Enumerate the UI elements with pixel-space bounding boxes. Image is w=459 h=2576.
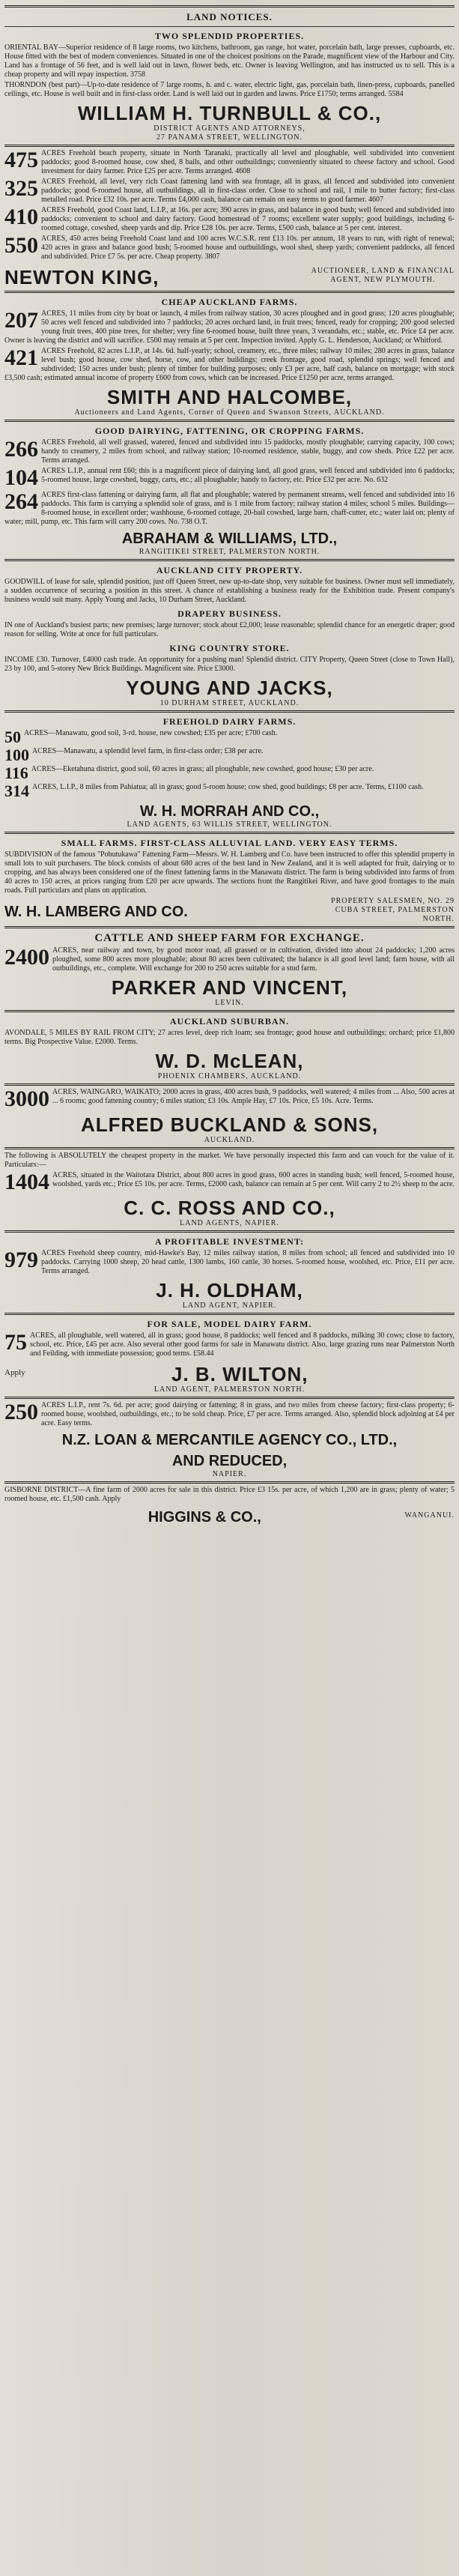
- firm-smith: SMITH AND HALCOMBE,: [106, 386, 353, 408]
- ad-small-farms: SUBDIVISION of the famous "Pohutukawa" Fattening Farm—Messrs. W. H. Lamberg and Co. have been instructed to offer this splendid property in small lots to suit purchasers. The block consists of about 680 acres of the best land in New Zealand, and it is well adapted for fruit, dairying or to cropping, and has always been considered one of the finest fattening farms in the Manawatu district. The farm is being subdivided into farms of from 40 acres to 150 acres, at prices ranging from £20 per acre upwards. The sections front the Rangitikei River, and have good frontages to the main roads. Full particulars and plans on application.: [4, 850, 455, 895]
- acreage: 116: [4, 764, 28, 782]
- ad-taranaki-550: [4, 235, 455, 261]
- ad-text: ACRES Freehold beach property, situate in North Taranaki, practically all level and ploughable, well subdivided into convenient paddocks; good 8-roomed house, cow shed, 8 bails, and other outbuildings; conveniently situated to cheese factory and school. Good investment for dairy farmer. Price £25 per acre. Terms arranged.: [41, 149, 455, 175]
- rule: [4, 420, 455, 422]
- subheading: A PROFITABLE INVESTMENT:: [155, 1236, 304, 1247]
- firm-sub: LAND AGENTS, NAPIER.: [180, 1219, 279, 1227]
- ad-text: ACRES first-class fattening or dairying farm, all flat and ploughable; watered by permanent streams, well fenced and subdivided into 16 paddocks. This farm is carrying a splendid sole of grass, and is 1 mile from factory; railway station 4 miles; school 5 miles. Buildings—8-roomed house, in excellent order; washhouse, 6-roomed cottage, 20-bail cowshed, large barn, chaff-cutter, etc.; water laid on; plenty of water; mill, pump, etc. This farm will carry 200 cows.: [4, 491, 455, 526]
- firm-wilton-row: [4, 1360, 455, 1385]
- ad-hawkes: [4, 1249, 455, 1276]
- acreage: 1404: [4, 1170, 49, 1194]
- subheading: GOOD DAIRYING, FATTENING, OR CROPPING FARMS.: [94, 426, 365, 436]
- acreage: 75: [4, 1330, 27, 1355]
- ad-taranaki-325: [4, 178, 455, 205]
- firm-sub: Auctioneers and Land Agents, Corner of Queen and Swanson Streets, AUCKLAND.: [74, 408, 385, 417]
- ad-ref: No. 632: [363, 476, 389, 484]
- firm-sub: NAPIER.: [212, 1470, 247, 1478]
- ad-king: INCOME £30. Turnover, £4000 cash trade. An opportunity for a pushing man! Splendid district. CITY Property, Queen Street (close to Town Hall), 23 by 100, and 5-storey New Brick Buildings. Magnificent site. Price £3000.: [4, 656, 455, 673]
- subheading: AUCKLAND CITY PROPERTY.: [156, 565, 303, 575]
- rule: [4, 832, 455, 834]
- ad-thorndon: [4, 81, 455, 99]
- ad-text: ACRES, situated in the Waitotara District, about 800 acres in good grass, 600 acres in standing bush; well fenced, 5-roomed house, woolshed, yards etc.; Price £5 10s. per acre. Terms, £2000 cash, balance can remain at 5 per cent. Will carry 2 to 2½ sheep to the acre.: [52, 1171, 455, 1188]
- acreage: 266: [4, 437, 38, 462]
- firm-sub: 27 PANAMA STREET, WELLINGTON.: [156, 133, 303, 142]
- ad-akl-207: [4, 309, 455, 345]
- rule: [4, 1083, 455, 1086]
- firm-morrah: W. H. MORRAH AND CO.,: [139, 803, 320, 820]
- firm-sub: LAND AGENTS, 63 WILLIS STREET, WELLINGTON.: [127, 820, 332, 829]
- acreage: 314: [4, 781, 29, 800]
- ad-text: ACRES, WAINGARO, WAIKATO; 2000 acres in grass, 400 acres bush, 9 paddocks, well watered; 4 miles from ... Also, 500 acres at ... 6 rooms; good fattening country; 6 miles station; £3 10s. Ample Hay, £7 10s. Price, £5 10s. Acre. Terms.: [52, 1088, 455, 1105]
- ad-taranaki-410: [4, 206, 455, 233]
- firm-turnbull: WILLIAM H. TURNBULL & CO.,: [77, 102, 382, 124]
- firm-sub: PHOENIX CHAMBERS, AUCKLAND.: [157, 1072, 302, 1080]
- acreage: 250: [4, 1400, 38, 1424]
- firm-newton-sub: [311, 267, 455, 285]
- ad-text: ACRES—Manawatu, a splendid level farm, in first-class order; £38 per acre.: [32, 747, 264, 755]
- ad-text: ACRES L.I.P., rent 7s. 6d. per acre; good dairying or fattening; 8 in grass, and two miles from cheese factory; first-class property; 6-roomed house, woolshed, outbuildings, etc.; to be sold cheap. Price, £7 per acre. Terms arranged. Also, splendid block adjoining at £4 per acre. Easy terms.: [41, 1401, 455, 1427]
- ad-text: ACRES Freehold, good Coast land, L.I.P., at 16s. per acre; 390 acres in grass, and balance in good bush; well fenced and subdivided into paddocks; convenient to school and dairy factory. Good homestead of 7 rooms; excellent water supply; good buildings, including 6-roomed cottage, cowshed, sheep yards and dip. Price £28 10s. per acre. Terms, £500 cash, balance at 5 per cent. interest.: [41, 206, 455, 232]
- ad-fd-100: [4, 747, 455, 764]
- firm-nzloan: N.Z. LOAN & MERCANTILE AGENCY CO., LTD.,: [61, 1432, 398, 1448]
- firm-sub: PROPERTY SALESMEN, NO. 29 CUBA STREET, PALMERSTON NORTH.: [331, 897, 455, 923]
- rule: [4, 926, 455, 928]
- ad-model: [4, 1331, 455, 1358]
- ad-ref: 3807: [204, 253, 220, 261]
- firm-sub: AUCKLAND.: [204, 1136, 255, 1144]
- ad-text: ACRES, 11 miles from city by boat or launch, 4 miles from railway station, 30 acres ploughed and in good grass; 120 acres ploughable; 50 acres well fenced and subdivided into 7 paddocks; 20 acres orchard land, in fruit trees; fenced, ready for cropping; 200 good selected young fruit trees, 400 pine trees, for shelter; very fine 6-roomed house, built three years, 3 verandahs, etc.; stable, etc. Price £4 per acre. Owner is leaving the district and will sacrifice. £500 may remain at 5 per cent. Inspection invited. Apply G. L. Henderson, Auckland; or Whitford.: [4, 309, 455, 345]
- firm-sub: DISTRICT AGENTS AND ATTORNEYS,: [153, 124, 306, 133]
- ad-absolutely: The following is ABSOLUTELY the cheapest property in the market. We have personally inspected this farm and can vouch for the value of it. Particulars:—: [4, 1152, 455, 1169]
- firm-sub: LEVIN.: [215, 999, 244, 1007]
- ad-fd-314: [4, 783, 455, 799]
- ad-ref: 4608: [235, 167, 251, 175]
- rule: [4, 1147, 455, 1149]
- ad-text: ACRES Freehold, 82 acres L.I.P., at 14s. 6d. half-yearly; school, creamery, etc., three miles; railway 10 miles; 280 acres in grass, balance level bush; good house, cow shed, horse, cow, and other buildings; creek frontage, good road, splendid springs; well fenced and subdivided; 150 acres under bush; plenty of timber for building purposes; only £3 per acre, half cash, balance on mortgage; with stock £3,500 cash; estimated annual income of property £600 from cows, which can be increased. Price £1250 per acre, terms arranged.: [4, 347, 455, 382]
- firm-sub: AGENT, NEW PLYMOUTH.: [330, 276, 436, 284]
- ad-text: ACRES, L.I.P., 8 miles from Pahiatua; all in grass; good 5-room house; cow shed, good buildings; £8 per acre. Terms, £1100 cash.: [32, 783, 424, 791]
- firm-lamberg-row: [4, 897, 455, 924]
- rule: [4, 26, 455, 27]
- ad-text: ACRES, near railway and town, by good motor road, all grassed or in cultivation, divided into about 24 paddocks; 1,200 acres ploughed, some 800 acres more ploughable; about 80 acres been cultivated; the balance is all good level land; farm house, with all outbuildings, etc., complete. Will exchange for 200 to 250 acres suitable for a stud farm.: [52, 946, 455, 973]
- rule: [4, 145, 455, 147]
- ad-fd-50: [4, 729, 455, 746]
- rule: [4, 1397, 455, 1399]
- ad-oriental: [4, 43, 455, 79]
- ad-text: ACRES, all ploughable, well watered, all in grass; good house, 8 paddocks; well fenced and 8 paddocks, milking 30 cows; close to factory, school, etc. Price, £45 per acre. Also several other good farms for sale in Manawatu district. Also, large grazing runs near Palmerston North and Feilding, with immediate possession; good terms.: [30, 1331, 455, 1358]
- rule: [4, 1313, 455, 1315]
- firm-mclean: W. D. McLEAN,: [155, 1050, 304, 1072]
- ad-ref: £58.44: [193, 1349, 214, 1358]
- firm-sub: RANGITIKEI STREET, PALMERSTON NORTH.: [139, 548, 320, 556]
- acreage: 2400: [4, 945, 49, 970]
- subheading: AUCKLAND SUBURBAN.: [169, 1016, 290, 1027]
- top-rule: [4, 5, 455, 7]
- acreage: 3000: [4, 1086, 49, 1111]
- subheading: TWO SPLENDID PROPERTIES.: [154, 31, 305, 41]
- firm-buckland: ALFRED BUCKLAND & SONS,: [80, 1113, 379, 1136]
- firm-higgins: HIGGINS & CO.,: [148, 1509, 261, 1526]
- ad-gd-264: [4, 491, 455, 527]
- rule: [4, 291, 455, 293]
- subheading: FOR SALE, MODEL DAIRY FARM.: [147, 1319, 312, 1329]
- ad-text: THORNDON (best part)—Up-to-date residence of 7 large rooms, h. and c. water, electric light, gas, porcelain bath, linen-press, cupboards, panelled ceilings, etc. House is well built and in first-class order. Land is well laid out in garden and lawns. Price £1750; terms arranged.: [4, 81, 455, 98]
- acreage: 50: [4, 728, 21, 746]
- ad-goodwill: GOODWILL of lease for sale, splendid position, just off Queen Street, new up-to-date shop, very suitable for business. Owner must sell immediately, a sudden occurrence of securing a position in this street. A chance of establishing a business ready for the Exhibition trade. Present company's business would suit many. Apply Young and Jacks, 10 Durham Street, Auckland.: [4, 578, 455, 604]
- ad-waingaro: [4, 1088, 455, 1110]
- firm-abraham: ABRAHAM & WILLIAMS, LTD.,: [121, 530, 338, 547]
- ad-text: ACRES Freehold sheep country, mid-Hawke's Bay, 12 miles railway station, 8 miles from school; all fenced and subdivided into 10 paddocks. Carrying 1000 sheep, 20 head cattle, 1300 lambs, 160 cattle, 30 horses. 5-roomed house, woolshed, etc. Price, £11 per acre. Terms arranged.: [41, 1249, 455, 1275]
- firm-lamberg: W. H. LAMBERG AND CO.: [4, 904, 188, 920]
- ad-text: ACRES, 450 acres being Freehold Coast land and 100 acres W.C.S.R. rent £13 10s. per annum, 18 years to run, with right of renewal; 420 acres in grass and balance good bush; 5-roomed house and outbuildings, wool shed, sheep yards; convenient paddocks, all fenced and subdivided. Price £7 5s. per acre. Cheap property.: [41, 235, 455, 261]
- firm-sub: LAND AGENT, PALMERSTON NORTH.: [153, 1385, 306, 1394]
- ad-text: ACRES—Eketahuna district, good soil, 60 acres in grass; all ploughable, new cowshed, good house; £30 per acre.: [31, 765, 374, 773]
- ad-1404: [4, 1171, 455, 1194]
- ad-ref: 3758: [130, 70, 145, 79]
- subheading: KING COUNTRY STORE.: [169, 643, 290, 653]
- firm-newton: NEWTON KING,: [4, 266, 159, 288]
- firm-parker: PARKER AND VINCENT,: [111, 976, 348, 999]
- subheading: SMALL FARMS. FIRST-CLASS ALLUVIAL LAND. VERY EASY TERMS.: [61, 838, 398, 848]
- acreage: 325: [4, 176, 38, 201]
- firm-higgins-row: [4, 1505, 455, 1526]
- rule: [4, 1010, 455, 1012]
- section-heading: LAND NOTICES.: [186, 11, 273, 22]
- acreage: 410: [4, 205, 38, 229]
- rule: [4, 559, 455, 561]
- subheading: FREEHOLD DAIRY FARMS.: [162, 716, 297, 727]
- ad-drapery: IN one of Auckland's busiest parts; new premises; large turnover; stock about £2,000; lease reasonable; splendid chance for an energetic draper; good reason for selling. Write at once for full particulars.: [4, 621, 455, 638]
- firm-newton-row: [4, 263, 455, 288]
- ad-ref: 5584: [388, 90, 404, 98]
- acreage: 475: [4, 148, 38, 172]
- ad-gd-104: [4, 467, 455, 489]
- acreage: 104: [4, 465, 38, 490]
- acreage: 264: [4, 489, 38, 514]
- ad-gd-266: [4, 438, 455, 465]
- ad-text: ACRES L.I.P., annual rent £60; this is a magnificent piece of dairying land, all good grass, well fenced and subdivided into 6 paddocks; 5-roomed house, large cowshed, buggy, carts, etc.; all ploughable; handy to factory, etc. Price £32 per acre.: [41, 467, 455, 484]
- ad-ref: No. 738 O.T.: [168, 518, 207, 526]
- ad-gisborne: GISBORNE DISTRICT—A fine farm of 2000 acres for sale in this district. Price £3 15s. per acre, of which 1,200 are in grass; plenty of water; 5 roomed house, etc. £1,500 cash. Apply: [4, 1486, 455, 1503]
- firm-ross: C. C. ROSS AND CO.,: [124, 1197, 335, 1219]
- firm-sub: LAND AGENT, NAPIER.: [182, 1301, 277, 1310]
- firm-wilton: J. B. WILTON,: [171, 1363, 308, 1385]
- rule: [4, 1481, 455, 1484]
- apply-label: Apply: [4, 1368, 25, 1377]
- acreage: 979: [4, 1248, 38, 1272]
- ad-lip-250: [4, 1401, 455, 1428]
- ad-suburban: AVONDALE, 5 MILES BY RAIL FROM CITY; 27 acres level, deep rich loam; sea frontage; good house and outbuildings; orchard; price £1,800 terms. Big Prospective Value. £2000. Terms.: [4, 1029, 455, 1046]
- subheading: CATTLE AND SHEEP FARM FOR EXCHANGE.: [94, 932, 365, 944]
- firm-sub: 10 DURHAM STREET, AUCKLAND.: [159, 699, 300, 707]
- firm-nzloan-sub: AND REDUCED,: [171, 1453, 288, 1469]
- ad-text: ACRES—Manawatu, good soil, 3-rd. house, new cowshed; £35 per acre; £700 cash.: [24, 729, 278, 737]
- ad-ref: 4607: [368, 196, 384, 204]
- acreage: 100: [4, 746, 29, 764]
- acreage: 207: [4, 308, 38, 333]
- ad-cattle: [4, 946, 455, 973]
- firm-sub: AUCTIONEER, LAND & FINANCIAL: [311, 267, 455, 275]
- ad-text: ACRES Freehold, all level, very rich Coast fattening land with sea frontage, all in grass, all fenced and subdivided into convenient paddocks; good 6-roomed house, all outbuildings, all in first-class order. Close to school and rail, 1 mile to butter factory; first-class metalled road. Price £32 10s. per acre. Terms £4,000 cash, balance can remain on easy terms to good farmer.: [41, 178, 455, 204]
- firm-oldham: J. H. OLDHAM,: [156, 1279, 303, 1301]
- acreage: 421: [4, 345, 38, 370]
- firm-young: YOUNG AND JACKS,: [126, 677, 333, 699]
- ad-text: ACRES Freehold, all well grassed, watered, fenced and subdivided into 15 paddocks, mostly ploughable; carrying capacity, 100 cows; handy to creamery, 2 miles from school, and railway station; 10-roomed residence, stable, buggy, and cow sheds. Price £22 per acre. Terms arranged.: [41, 438, 455, 465]
- firm-sub: WANGANUI.: [404, 1511, 455, 1520]
- ad-text: ORIENTAL BAY—Superior residence of 8 large rooms, two kitchens, bathroom, gas range, hot water, porcelain bath, large presses, cupboards, etc. House fitted with the best of modern conveniences. Situated in one of the choicest positions on the Parade, magnificent view of the Harbour and City. Land has a frontage of 56 feet, and is well laid out in lawn, flower beds, etc. Owner is leaving Wellington, and has instructed us to sell. This is a cheap property and will repay inspection.: [4, 43, 455, 79]
- rule: [4, 710, 455, 713]
- acreage: 550: [4, 233, 38, 258]
- ad-fd-116: [4, 765, 455, 781]
- subheading: CHEAP AUCKLAND FARMS.: [161, 297, 298, 307]
- ad-akl-421: [4, 347, 455, 383]
- rule: [4, 1230, 455, 1233]
- subheading: DRAPERY BUSINESS.: [177, 608, 282, 619]
- ad-taranaki-475: [4, 149, 455, 176]
